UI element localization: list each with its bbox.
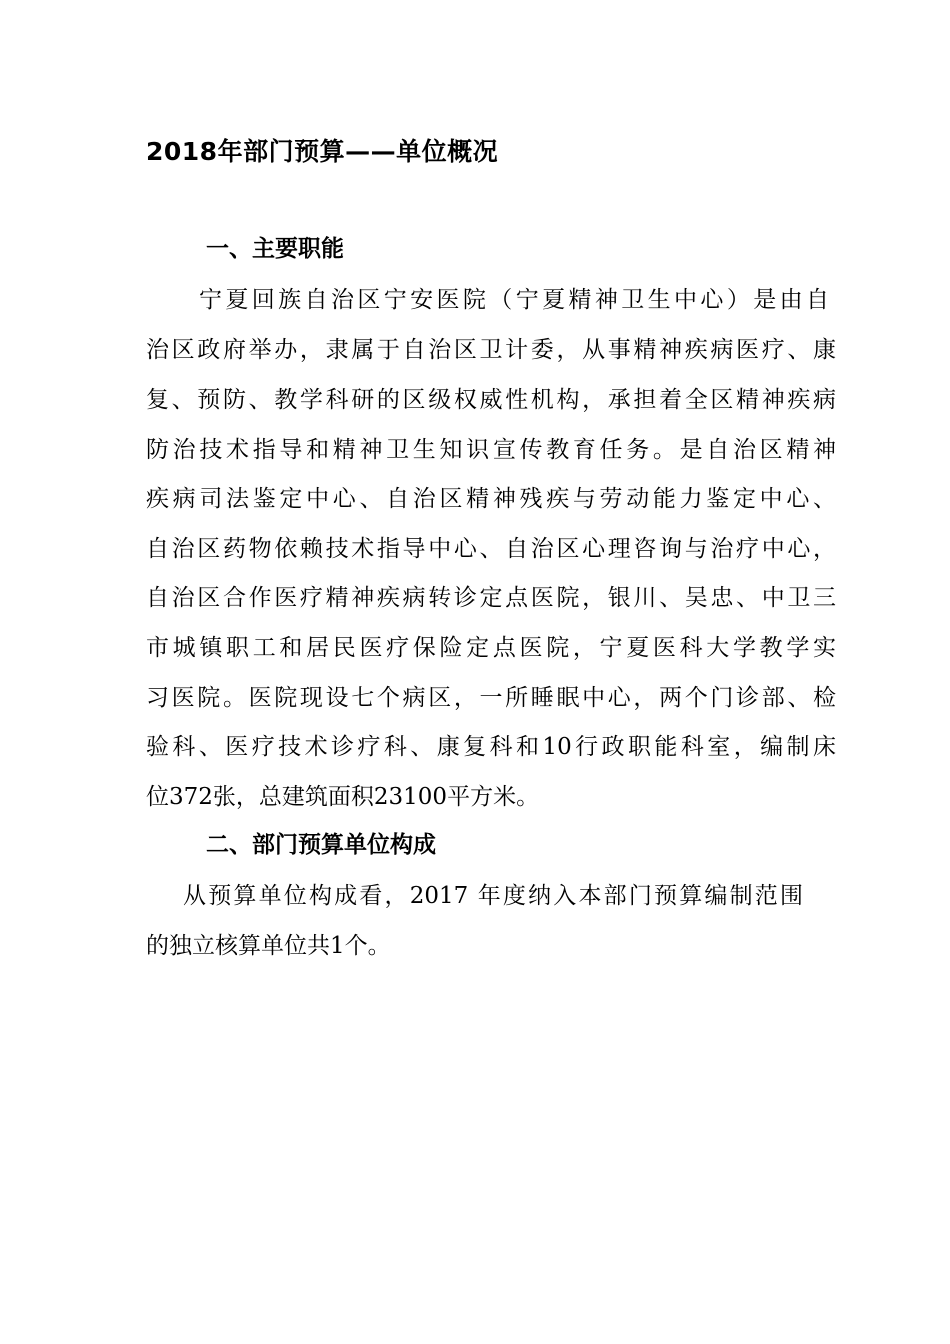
paragraph-line: 的独立核算单位共1个。	[146, 933, 391, 959]
paragraph-line: 从预算单位构成看，2017 年度纳入本部门预算编制范围	[183, 883, 803, 909]
paragraph-line: 复、预防、教学科研的区级权威性机构，承担着全区精神疾病	[146, 387, 836, 413]
paragraph-line: 疾病司法鉴定中心、自治区精神残疾与劳动能力鉴定中心、	[146, 486, 836, 512]
section-heading-main-functions: 一、主要职能	[206, 236, 344, 262]
paragraph-line: 位372张，总建筑面积23100平方米。	[146, 784, 540, 810]
paragraph-line: 验科、医疗技术诊疗科、康复科和10行政职能科室，编制床	[146, 734, 836, 760]
paragraph-line: 习医院。医院现设七个病区，一所睡眠中心，两个门诊部、检	[146, 685, 836, 711]
paragraph-line: 治区政府举办，隶属于自治区卫计委，从事精神疾病医疗、康	[146, 337, 836, 363]
paragraph-line: 宁夏回族自治区宁安医院（宁夏精神卫生中心）是由自	[199, 287, 829, 313]
section-heading-budget-units: 二、部门预算单位构成	[206, 832, 436, 858]
paragraph-line: 自治区药物依赖技术指导中心、自治区心理咨询与治疗中心，	[146, 536, 836, 562]
paragraph-line: 市城镇职工和居民医疗保险定点医院，宁夏医科大学教学实	[146, 635, 836, 661]
paragraph-line: 防治技术指导和精神卫生知识宣传教育任务。是自治区精神	[146, 437, 836, 463]
paragraph-line: 自治区合作医疗精神疾病转诊定点医院，银川、吴忠、中卫三	[146, 585, 836, 611]
page-title: 2018年部门预算——单位概况	[146, 137, 499, 166]
